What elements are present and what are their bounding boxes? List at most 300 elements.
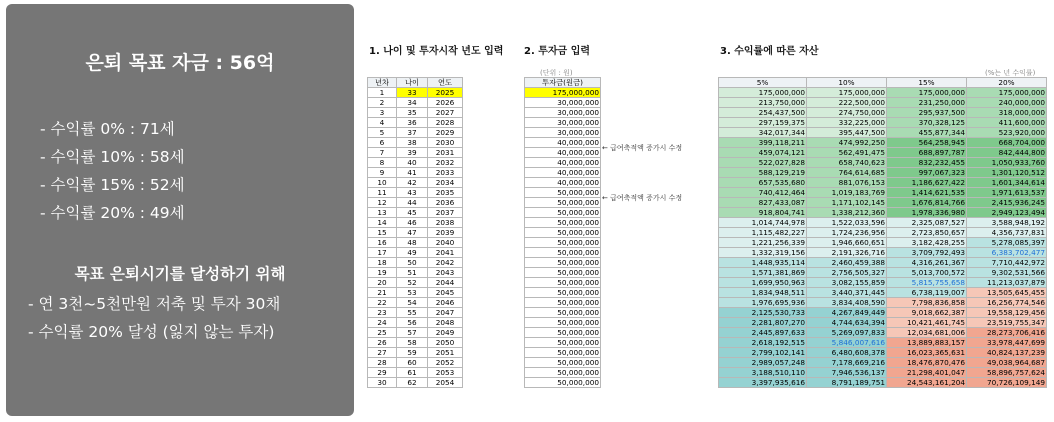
cell-r5: 918,804,741 [719,208,807,218]
cell-r15: 1,978,336,980 [887,208,967,218]
table-row [525,138,601,148]
cell-n: 7 [368,148,397,158]
cell-r5: 1,834,948,511 [719,288,807,298]
table-row [525,128,601,138]
table-row [719,358,1047,368]
cell-investment: 30,000,000 [525,128,601,138]
cell-investment: 50,000,000 [525,278,601,288]
cell-n: 29 [368,368,397,378]
cell-r5: 2,989,057,248 [719,358,807,368]
table-row [719,208,1047,218]
cell-n: 23 [368,308,397,318]
strategy-subtitle: 목표 은퇴시기를 달성하기 위해 [74,265,286,283]
cell-r10: 8,791,189,751 [807,378,887,388]
cell-age: 60 [397,358,428,368]
cell-n: 6 [368,138,397,148]
cell-r20: 19,558,129,456 [967,308,1047,318]
table-row [719,308,1047,318]
cell-investment: 50,000,000 [525,328,601,338]
strategy-note-return: - 수익률 20% 달성 (잃지 않는 투자) [28,323,275,341]
cell-r10: 658,740,623 [807,158,887,168]
cell-year: 2052 [428,358,463,368]
cell-r20: 1,971,613,537 [967,188,1047,198]
table-row [719,148,1047,158]
cell-r5: 399,118,211 [719,138,807,148]
table-row [368,218,463,228]
cell-r15: 5,013,700,572 [887,268,967,278]
cell-investment: 30,000,000 [525,118,601,128]
table-row [719,228,1047,238]
header-year: 연도 [428,78,463,88]
cell-investment: 50,000,000 [525,338,601,348]
cell-age: 52 [397,278,428,288]
header-age: 나이 [397,78,428,88]
cell-r10: 5,846,007,616 [807,338,887,348]
cell-year: 2031 [428,148,463,158]
cell-investment: 50,000,000 [525,348,601,358]
table-row [719,168,1047,178]
table-row [368,338,463,348]
table-row [719,248,1047,258]
cell-n: 21 [368,288,397,298]
retirement-goal-title: 은퇴 목표 자금 : 56억 [85,52,275,74]
table-row [719,278,1047,288]
cell-year: 2051 [428,348,463,358]
cell-r20: 40,824,137,239 [967,348,1047,358]
table-row [368,168,463,178]
table-row [525,328,601,338]
cell-r5: 1,115,482,227 [719,228,807,238]
table-row [368,318,463,328]
cell-r20: 842,444,800 [967,148,1047,158]
cell-n: 20 [368,278,397,288]
cell-year: 2026 [428,98,463,108]
cell-year: 2044 [428,278,463,288]
cell-age: 39 [397,148,428,158]
cell-r15: 370,328,125 [887,118,967,128]
cell-age: 34 [397,98,428,108]
unit-label: (단위 : 원) [540,69,573,77]
cell-year: 2048 [428,318,463,328]
header-year-count: 년차 [368,78,397,88]
cell-investment: 50,000,000 [525,208,601,218]
cell-age: 47 [397,228,428,238]
rate-line-15: - 수익률 15% : 52세 [40,176,185,194]
table-row [525,248,601,258]
cell-r15: 231,250,000 [887,98,967,108]
cell-r20: 5,278,085,397 [967,238,1047,248]
cell-r10: 222,500,000 [807,98,887,108]
cell-n: 27 [368,348,397,358]
cell-age: 51 [397,268,428,278]
cell-investment: 50,000,000 [525,318,601,328]
cell-investment: 50,000,000 [525,198,601,208]
table-row [525,148,601,158]
cell-year: 2037 [428,208,463,218]
cell-r15: 24,543,161,204 [887,378,967,388]
cell-r15: 1,676,814,766 [887,198,967,208]
cell-year: 2041 [428,248,463,258]
cell-r15: 688,897,787 [887,148,967,158]
cell-r5: 3,397,935,616 [719,378,807,388]
cell-r15: 13,889,883,157 [887,338,967,348]
cell-r10: 274,750,000 [807,108,887,118]
cell-r20: 49,038,964,687 [967,358,1047,368]
cell-investment: 40,000,000 [525,158,601,168]
cell-n: 26 [368,338,397,348]
cell-r15: 997,067,323 [887,168,967,178]
cell-r15: 832,232,455 [887,158,967,168]
cell-age: 43 [397,188,428,198]
cell-year: 2036 [428,198,463,208]
cell-r5: 657,535,680 [719,178,807,188]
table-row [525,178,601,188]
table-row [368,138,463,148]
table-row [368,228,463,238]
cell-n: 16 [368,238,397,248]
cell-r15: 12,034,681,006 [887,328,967,338]
cell-year: 2029 [428,128,463,138]
cell-r15: 295,937,500 [887,108,967,118]
cell-r5: 827,433,087 [719,198,807,208]
cell-r5: 1,332,319,156 [719,248,807,258]
table-row [719,128,1047,138]
cell-r20: 23,519,755,347 [967,318,1047,328]
cell-r10: 3,440,371,445 [807,288,887,298]
cell-year: 2040 [428,238,463,248]
rate-line-0: - 수익률 0% : 71세 [40,120,175,138]
table-row [368,348,463,358]
table-row [525,238,601,248]
cell-investment: 50,000,000 [525,288,601,298]
cell-age: 36 [397,118,428,128]
cell-investment: 50,000,000 [525,308,601,318]
cell-n: 10 [368,178,397,188]
cell-investment: 30,000,000 [525,98,601,108]
cell-n: 12 [368,198,397,208]
cell-r20: 175,000,000 [967,88,1047,98]
table-row [719,188,1047,198]
cell-n: 2 [368,98,397,108]
cell-n: 9 [368,168,397,178]
table-row [368,108,463,118]
cell-r15: 7,798,836,858 [887,298,967,308]
cell-r10: 6,480,608,378 [807,348,887,358]
cell-age: 48 [397,238,428,248]
cell-n: 13 [368,208,397,218]
cell-year: 2042 [428,258,463,268]
cell-age: 44 [397,198,428,208]
cell-age: 57 [397,328,428,338]
table-row [719,338,1047,348]
cell-r10: 2,460,459,388 [807,258,887,268]
table-row [525,308,601,318]
cell-r20: 523,920,000 [967,128,1047,138]
cell-r5: 522,027,828 [719,158,807,168]
cell-investment: 40,000,000 [525,168,601,178]
cell-r5: 740,412,464 [719,188,807,198]
cell-r15: 9,018,662,387 [887,308,967,318]
table-row [719,158,1047,168]
cell-r10: 395,447,500 [807,128,887,138]
cell-r5: 1,448,935,114 [719,258,807,268]
cell-age: 59 [397,348,428,358]
table-row [719,348,1047,358]
table-row [719,108,1047,118]
cell-investment: 40,000,000 [525,178,601,188]
table-row [719,368,1047,378]
cell-r5: 459,074,121 [719,148,807,158]
arrow-note-salary-2: ← 급여축적액 증가시 수정 [602,194,683,202]
table-row [525,208,601,218]
cell-r10: 7,178,669,216 [807,358,887,368]
cell-r10: 1,522,033,596 [807,218,887,228]
cell-r20: 2,949,123,494 [967,208,1047,218]
cell-r5: 2,125,530,733 [719,308,807,318]
cell-r10: 2,756,505,327 [807,268,887,278]
cell-r15: 3,182,428,255 [887,238,967,248]
table-row [525,348,601,358]
cell-r15: 10,421,461,745 [887,318,967,328]
cell-r15: 455,877,344 [887,128,967,138]
table-row [525,108,601,118]
cell-n: 11 [368,188,397,198]
cell-age: 41 [397,168,428,178]
table-row [525,278,601,288]
cell-investment: 50,000,000 [525,268,601,278]
cell-year: 2027 [428,108,463,118]
cell-r10: 474,992,250 [807,138,887,148]
table-row [525,98,601,108]
table-row [719,298,1047,308]
cell-n: 17 [368,248,397,258]
cell-r20: 58,896,757,624 [967,368,1047,378]
header-investment: 투자금(원금) [525,78,601,88]
cell-r5: 588,129,219 [719,168,807,178]
table-row [368,298,463,308]
cell-year: 2025 [428,88,463,98]
cell-n: 8 [368,158,397,168]
table-row [719,258,1047,268]
cell-age: 46 [397,218,428,228]
table-row [719,178,1047,188]
cell-investment: 50,000,000 [525,228,601,238]
table-row [719,318,1047,328]
header-5pct: 5% [719,78,807,88]
table-row [525,228,601,238]
cell-investment: 50,000,000 [525,248,601,258]
cell-r5: 1,014,744,978 [719,218,807,228]
section1-title: 1. 나이 및 투자시작 년도 입력 [369,46,504,57]
investment-table [524,77,601,388]
cell-r20: 28,273,706,416 [967,328,1047,338]
cell-year: 2039 [428,228,463,238]
cell-age: 53 [397,288,428,298]
cell-r20: 7,710,442,972 [967,258,1047,268]
cell-year: 2049 [428,328,463,338]
cell-r15: 21,298,401,047 [887,368,967,378]
cell-age: 38 [397,138,428,148]
cell-age: 35 [397,108,428,118]
cell-year: 2047 [428,308,463,318]
cell-r10: 764,614,685 [807,168,887,178]
table-row [525,118,601,128]
cell-r5: 3,188,510,110 [719,368,807,378]
cell-r5: 2,445,897,633 [719,328,807,338]
rate-line-20: - 수익률 20% : 49세 [40,204,185,222]
table-row [719,288,1047,298]
table-row [368,278,463,288]
cell-r5: 2,799,102,141 [719,348,807,358]
header-15pct: 15% [887,78,967,88]
cell-investment: 30,000,000 [525,108,601,118]
returns-table [718,77,1047,388]
table-row [525,368,601,378]
cell-n: 14 [368,218,397,228]
table-row [368,198,463,208]
table-row [368,308,463,318]
table-row [525,168,601,178]
section3-title: 3. 수익률에 따른 자산 [720,46,819,57]
table-row [368,258,463,268]
cell-r10: 1,019,183,769 [807,188,887,198]
cell-r10: 175,000,000 [807,88,887,98]
age-year-table [367,77,463,388]
cell-age: 42 [397,178,428,188]
arrow-note-salary-1: ← 급여축적액 증가시 수정 [602,144,683,152]
cell-r5: 342,017,344 [719,128,807,138]
unit-note-right: (%는 년 수익률) [985,69,1036,77]
table-row [719,238,1047,248]
cell-year: 2034 [428,178,463,188]
cell-r15: 564,258,945 [887,138,967,148]
cell-r5: 254,437,500 [719,108,807,118]
table-row [719,328,1047,338]
cell-r20: 13,505,645,455 [967,288,1047,298]
cell-age: 45 [397,208,428,218]
cell-n: 1 [368,88,397,98]
cell-age: 62 [397,378,428,388]
cell-r15: 4,316,261,367 [887,258,967,268]
cell-r15: 5,815,755,658 [887,278,967,288]
cell-r15: 6,738,119,007 [887,288,967,298]
cell-age: 56 [397,318,428,328]
cell-age: 33 [397,88,428,98]
cell-r20: 16,256,774,546 [967,298,1047,308]
table-row [368,268,463,278]
cell-r5: 297,159,375 [719,118,807,128]
cell-investment: 50,000,000 [525,218,601,228]
cell-year: 2035 [428,188,463,198]
strategy-note-savings: - 연 3천~5천만원 저축 및 투자 30채 [28,295,281,313]
table-row [368,128,463,138]
cell-investment: 50,000,000 [525,368,601,378]
summary-panel [6,4,354,416]
cell-investment: 50,000,000 [525,188,601,198]
cell-n: 22 [368,298,397,308]
cell-year: 2046 [428,298,463,308]
cell-r5: 2,618,192,515 [719,338,807,348]
cell-age: 58 [397,338,428,348]
cell-r10: 4,744,634,394 [807,318,887,328]
spreadsheet [367,39,1050,409]
cell-r5: 2,281,807,270 [719,318,807,328]
cell-investment: 175,000,000 [525,88,601,98]
cell-r20: 33,978,447,699 [967,338,1047,348]
table-row [719,268,1047,278]
cell-year: 2054 [428,378,463,388]
cell-r15: 1,186,627,422 [887,178,967,188]
cell-r20: 1,301,120,512 [967,168,1047,178]
table-row [368,248,463,258]
cell-r20: 411,600,000 [967,118,1047,128]
cell-r10: 881,076,153 [807,178,887,188]
cell-n: 4 [368,118,397,128]
cell-r10: 3,834,408,590 [807,298,887,308]
cell-r10: 332,225,000 [807,118,887,128]
cell-r10: 562,491,475 [807,148,887,158]
table-row [525,88,601,98]
cell-r20: 318,000,000 [967,108,1047,118]
cell-r20: 668,704,000 [967,138,1047,148]
cell-r20: 4,356,737,831 [967,228,1047,238]
cell-age: 50 [397,258,428,268]
table-row [719,88,1047,98]
cell-r20: 70,726,109,149 [967,378,1047,388]
table-row [368,178,463,188]
table-row [368,288,463,298]
cell-r5: 1,571,381,869 [719,268,807,278]
cell-age: 37 [397,128,428,138]
cell-investment: 40,000,000 [525,138,601,148]
table-row [368,358,463,368]
cell-r5: 1,699,950,963 [719,278,807,288]
rate-line-10: - 수익률 10% : 58세 [40,148,185,166]
cell-r20: 11,213,037,879 [967,278,1047,288]
table-row [719,118,1047,128]
section2-title: 2. 투자금 입력 [524,46,591,57]
cell-r5: 213,750,000 [719,98,807,108]
table-row [719,218,1047,228]
table-row [525,288,601,298]
table-row [719,198,1047,208]
cell-r15: 1,414,621,535 [887,188,967,198]
cell-year: 2043 [428,268,463,278]
header-20pct: 20% [967,78,1047,88]
cell-investment: 50,000,000 [525,298,601,308]
table-row [525,378,601,388]
table-row [525,338,601,348]
cell-age: 61 [397,368,428,378]
table-row [525,268,601,278]
cell-investment: 50,000,000 [525,238,601,248]
cell-r15: 3,709,792,493 [887,248,967,258]
cell-n: 25 [368,328,397,338]
cell-r20: 1,601,344,614 [967,178,1047,188]
cell-n: 24 [368,318,397,328]
cell-r15: 2,325,087,527 [887,218,967,228]
table-row [368,328,463,338]
cell-n: 5 [368,128,397,138]
cell-n: 15 [368,228,397,238]
cell-n: 30 [368,378,397,388]
table-row [368,238,463,248]
cell-r10: 2,191,326,716 [807,248,887,258]
cell-investment: 50,000,000 [525,378,601,388]
cell-r10: 4,267,849,449 [807,308,887,318]
cell-year: 2032 [428,158,463,168]
cell-r15: 18,476,870,476 [887,358,967,368]
